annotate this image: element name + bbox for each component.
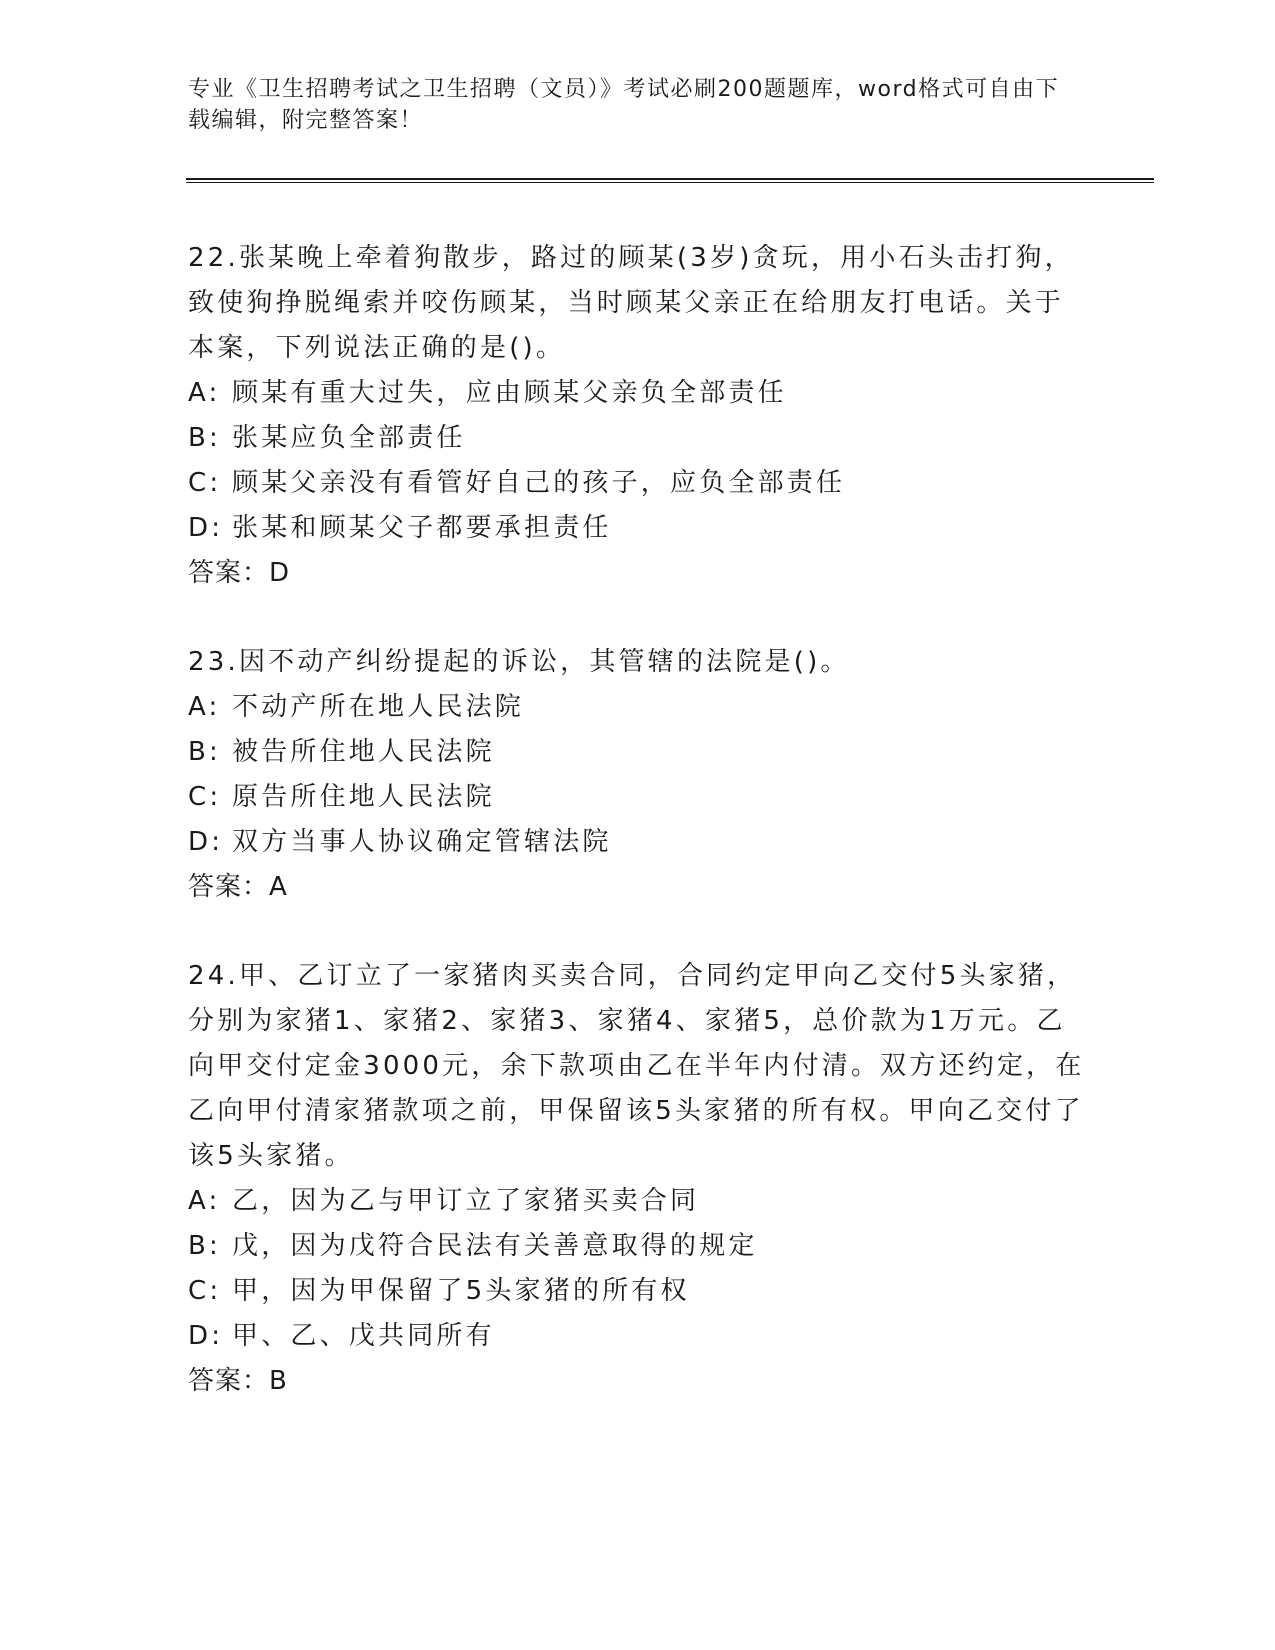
option-b [188,730,1088,775]
option-text: 张某应负全部责任 [232,423,466,453]
answer-value: A [269,872,287,902]
option-a [188,685,1088,730]
option-text: 顾某有重大过失，应由顾某父亲负全部责任 [232,378,787,408]
option-text: 顾某父亲没有看管好自己的孩子，应负全部责任 [232,468,846,498]
answer-line [188,1359,1088,1404]
option-text: 戊，因为戊符合民法有关善意取得的规定 [232,1231,758,1261]
header-divider [186,178,1154,180]
answer-line [188,551,1088,596]
option-text: 乙，因为乙与甲订立了家猪买卖合同 [232,1186,700,1216]
document-header: 专业《卫生招聘考试之卫生招聘（文员）》考试必刷200题题库，word格式可自由下载编辑，附完整答案！ [188,77,1060,133]
option-text: 双方当事人协议确定管辖法院 [232,827,612,857]
option-text: 张某和顾某父子都要承担责任 [232,513,612,543]
option-b [188,416,1088,461]
answer-line [188,865,1088,910]
option-d [188,506,1088,551]
option-c [188,461,1088,506]
option-text: 甲，因为甲保留了5头家猪的所有权 [232,1276,690,1306]
answer-value: D [269,558,290,588]
option-letter: C: [188,782,222,812]
question-list [188,236,1088,1448]
option-letter: B: [188,737,221,767]
option-d [188,1314,1088,1359]
question-22 [188,236,1088,596]
question-23 [188,640,1088,910]
option-letter: A: [188,692,221,722]
option-b [188,1224,1088,1269]
option-letter: B: [188,1231,221,1261]
option-letter: A: [188,378,221,408]
option-letter: C: [188,468,222,498]
question-text: 23.因不动产纠纷提起的诉讼，其管辖的法院是()。 [188,647,850,677]
option-c [188,775,1088,820]
option-letter: C: [188,1276,222,1306]
option-letter: D: [188,827,224,857]
option-d [188,820,1088,865]
answer-value: B [269,1366,287,1396]
option-text: 被告所住地人民法院 [232,737,495,767]
option-text: 原告所住地人民法院 [232,782,495,812]
option-letter: D: [188,513,224,543]
option-text: 不动产所在地人民法院 [232,692,525,722]
option-a [188,1179,1088,1224]
option-letter: D: [188,1321,224,1351]
question-24 [188,954,1088,1404]
option-a [188,371,1088,416]
option-letter: A: [188,1186,221,1216]
option-text: 甲、乙、戊共同所有 [232,1321,495,1351]
answer-label: 答案： [188,558,270,588]
option-c [188,1269,1088,1314]
answer-label: 答案： [188,1366,270,1396]
answer-label: 答案： [188,872,270,902]
question-text: 22.张某晚上牵着狗散步，路过的顾某(3岁)贪玩，用小石头击打狗，致使狗挣脱绳索并咬伤顾某，当时顾某父亲正在给朋友打电话。关于本案，下列说法正确的是()。 [188,243,1074,363]
header-divider-thin [186,182,1154,183]
option-letter: B: [188,423,221,453]
question-text: 24.甲、乙订立了一家猪肉买卖合同，合同约定甲向乙交付5头家猪，分别为家猪1、家猪2、家猪3、家猪4、家猪5，总价款为1万元。乙向甲交付定金3000元，余下款项由乙在半年内付清。双方还约定，在乙向甲付清家猪款项之前，甲保留该5头家猪的所有权。甲向乙交付了该5头家猪。 [188,961,1085,1171]
